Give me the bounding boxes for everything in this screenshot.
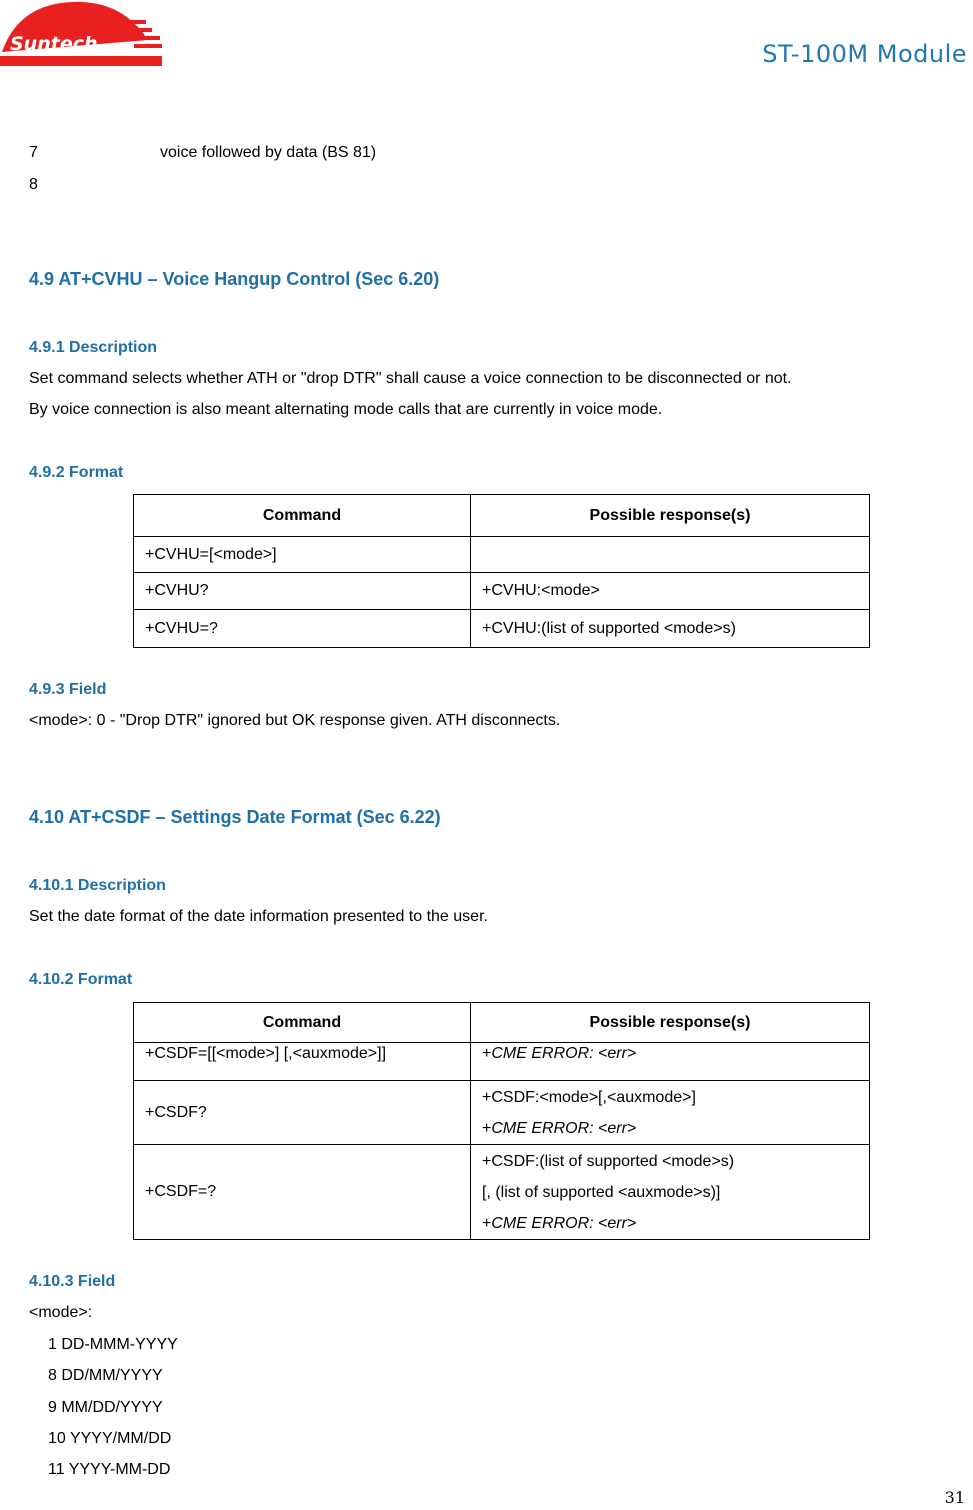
module-title: ST-100M Module [762, 40, 967, 68]
plus-sign: + [482, 1045, 492, 1062]
column-header-response: Possible response(s) [471, 495, 870, 537]
response-cell [471, 537, 870, 573]
response-line: +CSDF:<mode>[,<auxmode>] [482, 1088, 696, 1106]
format-table-csdf [133, 1002, 870, 1240]
response-cell [471, 1081, 870, 1145]
error-response: CME ERROR: <err> [491, 1119, 637, 1137]
subheading-field: 4.9.3 Field [29, 681, 107, 698]
description-text: By voice connection is also meant alternating mode calls that are currently in voice mode. [29, 401, 663, 418]
row-number: 7 [29, 144, 38, 161]
field-label: <mode>: [29, 1304, 93, 1321]
list-item: 1 DD-MMM-YYYY [48, 1336, 178, 1353]
plus-sign: + [482, 1214, 492, 1232]
list-item: 8 DD/MM/YYYY [48, 1367, 163, 1384]
command-cell: +CVHU? [134, 573, 471, 610]
field-text: <mode>: 0 - "Drop DTR" ignored but OK response given. ATH disconnects. [29, 712, 561, 729]
list-item: 10 YYYY/MM/DD [48, 1430, 172, 1447]
response-cell [471, 1043, 870, 1081]
command-cell: +CVHU=? [134, 610, 471, 648]
table-header-row [134, 495, 870, 537]
error-response: CME ERROR: <err> [491, 1045, 637, 1062]
logo-text: Suntech [10, 33, 98, 55]
error-response: CME ERROR: <err> [491, 1214, 637, 1232]
list-item: 9 MM/DD/YYYY [48, 1399, 163, 1416]
response-line: +CSDF:(list of supported <mode>s) [482, 1152, 735, 1170]
table-row [134, 537, 870, 573]
subheading-field: 4.10.3 Field [29, 1273, 116, 1290]
response-cell: +CVHU:(list of supported <mode>s) [471, 610, 870, 648]
table-row [134, 573, 870, 610]
row-text: voice followed by data (BS 81) [160, 144, 377, 161]
column-header-command: Command [134, 1003, 471, 1043]
page-number: 31 [944, 1488, 965, 1507]
section-title-4-10: 4.10 AT+CSDF – Settings Date Format (Sec 6.22) [29, 807, 441, 827]
response-line [482, 1113, 858, 1144]
response-line [482, 1208, 858, 1239]
list-item: 11 YYYY-MM-DD [48, 1461, 171, 1478]
subheading-format: 4.9.2 Format [29, 464, 124, 481]
response-cell [471, 1145, 870, 1240]
section-title-4-9: 4.9 AT+CVHU – Voice Hangup Control (Sec 6.20) [29, 269, 440, 289]
subheading-format: 4.10.2 Format [29, 971, 133, 988]
subheading-description: 4.10.1 Description [29, 877, 166, 894]
list-item [29, 144, 377, 162]
command-cell: +CSDF? [134, 1081, 471, 1145]
command-cell: +CSDF=? [134, 1145, 471, 1240]
response-line: [, (list of supported <auxmode>s)] [482, 1183, 721, 1201]
table-row [134, 610, 870, 648]
table-row [134, 1043, 870, 1081]
table-row [134, 1145, 870, 1240]
command-cell: +CSDF=[[<mode>] [,<auxmode>]] [134, 1043, 471, 1081]
column-header-response: Possible response(s) [471, 1003, 870, 1043]
description-text: Set command selects whether ATH or "drop DTR" shall cause a voice connection to be disconnected or not. [29, 370, 792, 387]
column-header-command: Command [134, 495, 471, 537]
table-row [134, 1081, 870, 1145]
list-item [29, 176, 38, 194]
table-header-row [134, 1003, 870, 1043]
subheading-description: 4.9.1 Description [29, 339, 158, 356]
response-cell: +CVHU:<mode> [471, 573, 870, 610]
row-number: 8 [29, 176, 38, 193]
command-cell: +CVHU=[<mode>] [134, 537, 471, 573]
plus-sign: + [482, 1119, 492, 1137]
description-text: Set the date format of the date information presented to the user. [29, 908, 488, 925]
suntech-logo [0, 0, 164, 70]
format-table-cvhu [133, 494, 870, 648]
